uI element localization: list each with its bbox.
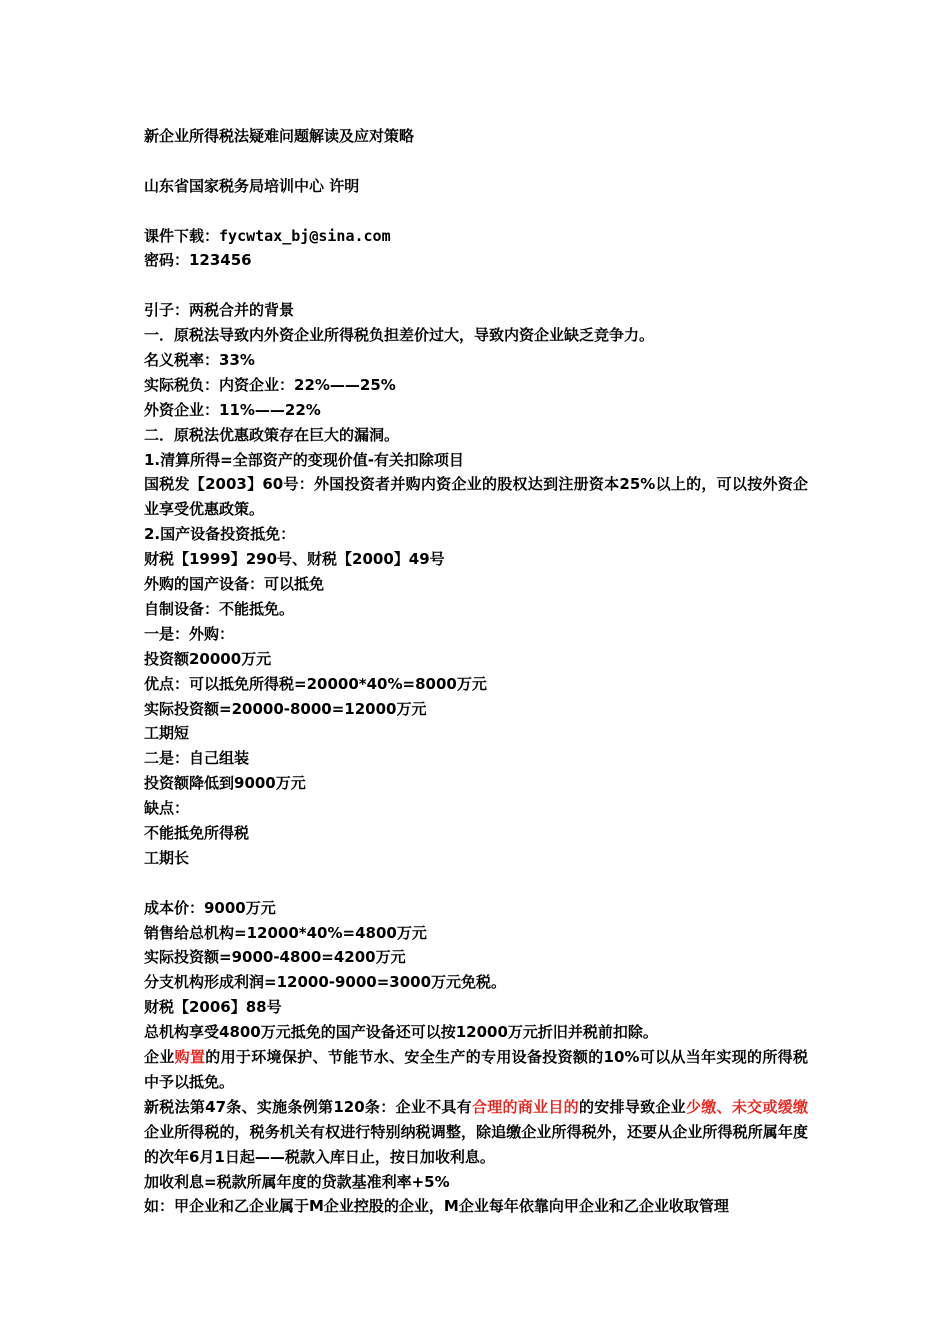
- paragraph-line: 自制设备：不能抵免。: [144, 599, 295, 618]
- paragraph-line: 总机构享受4800万元抵免的国产设备还可以按12000万元折旧并税前扣除。: [144, 1023, 658, 1042]
- highlight-text: 购置: [174, 1047, 206, 1066]
- highlight-text: 少缴、未交或缓缴: [685, 1097, 808, 1116]
- paragraph-line: 实际投资额=20000-8000=12000万元: [144, 699, 427, 718]
- paragraph-line: 工期短: [144, 724, 190, 743]
- paragraph-line: 名义税率：33%: [144, 351, 255, 370]
- paragraph-line: 投资额20000万元: [144, 649, 272, 668]
- paragraph-line: 1.清算所得=全部资产的变现价值-有关扣除项目: [144, 450, 464, 469]
- paragraph-line: [144, 1045, 808, 1095]
- paragraph-line: 成本价：9000万元: [144, 898, 276, 917]
- paragraph-line: 优点：可以抵免所得税=20000*40%=8000万元: [144, 674, 487, 693]
- download-line: [144, 224, 808, 249]
- paragraph-line: [144, 1095, 808, 1170]
- download-email: fycwtax_bj@sina.com: [219, 226, 391, 245]
- paragraph-line: 实际税负：内资企业：22%——25%: [144, 375, 396, 394]
- paragraph-line: 二是：自己组装: [144, 749, 250, 768]
- paragraph-line: 一是：外购：: [144, 624, 235, 643]
- paragraph-line: 缺点：: [144, 799, 190, 818]
- paragraph-line: 不能抵免所得税: [144, 823, 250, 842]
- paragraph-line: 一．原税法导致内外资企业所得税负担差价过大，导致内资企业缺乏竞争力。: [144, 326, 655, 345]
- doc-author: 山东省国家税务局培训中心 许明: [144, 176, 360, 195]
- paragraph-line: 2.国产设备投资抵免：: [144, 525, 296, 544]
- paragraph-line: 国税发【2003】60号：外国投资者并购内资企业的股权达到注册资本25%以上的，可以按外资企业享受优惠政策。: [144, 475, 808, 519]
- paragraph-line: 如：甲企业和乙企业属于M企业控股的企业，M企业每年依靠向甲企业和乙企业收取管理: [144, 1197, 729, 1216]
- paragraph-line: 投资额降低到9000万元: [144, 774, 306, 793]
- paragraph-line: 引子：两税合并的背景: [144, 301, 295, 320]
- text-span: 企业所得税的，税务机关有权进行特别纳税调整，除追缴企业所得税外，还要从企业所得税所属年度的次年6月1日起——税款入库日止，按日加收利息。: [144, 1122, 808, 1166]
- text-span: 企业: [144, 1047, 175, 1066]
- doc-title: 新企业所得税法疑难问题解读及应对策略: [144, 127, 415, 145]
- paragraph-line: 财税【1999】290号、财税【2000】49号: [144, 550, 445, 569]
- paragraph-line: 实际投资额=9000-4800=4200万元: [144, 948, 406, 967]
- paragraph-line: 销售给总机构=12000*40%=4800万元: [144, 923, 427, 942]
- paragraph-line: 二．原税法优惠政策存在巨大的漏洞。: [144, 425, 400, 444]
- highlight-text: 合理的商业目的: [471, 1097, 579, 1116]
- document-body: [144, 124, 808, 1219]
- paragraph-line: 外资企业：11%——22%: [144, 400, 321, 419]
- text-span: 的用于环境保护、节能节水、安全生产的专用设备投资额的10%可以从当年实现的所得税中予以抵免。: [144, 1047, 808, 1091]
- paragraph-line: 分支机构形成利润=12000-9000=3000万元免税。: [144, 973, 507, 992]
- paragraph-line: 财税【2006】88号: [144, 998, 282, 1017]
- paragraph-line: 加收利息=税款所属年度的贷款基准利率+5%: [144, 1172, 450, 1191]
- download-label: 课件下载：: [144, 226, 220, 245]
- paragraph-line: 外购的国产设备：可以抵免: [144, 575, 325, 594]
- text-span: 的安排导致企业: [578, 1097, 686, 1116]
- text-span: 新税法第47条、实施条例第120条：企业不具有: [144, 1097, 472, 1116]
- paragraph-line: 工期长: [144, 848, 190, 867]
- password-line: 密码：123456: [144, 251, 252, 270]
